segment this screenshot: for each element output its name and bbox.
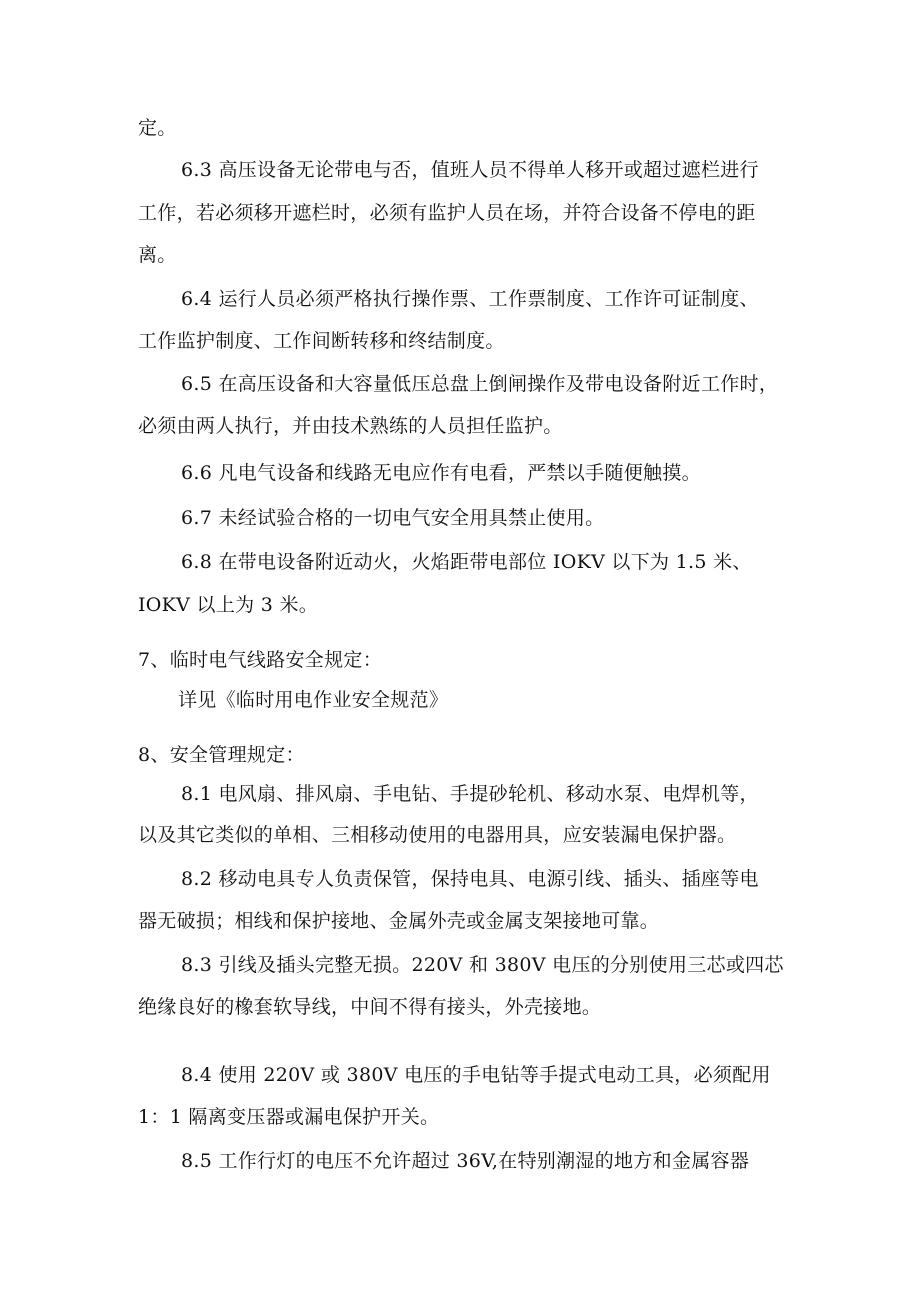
text-line: 8.3 引线及插头完整无损。220V 和 380V 电压的分别使用三芯或四芯 (181, 954, 784, 976)
text-line: 8.2 移动电具专人负责保管，保持电具、电源引线、插头、插座等电 (181, 868, 759, 890)
text-line: IOKV 以上为 3 米。 (138, 594, 319, 616)
text-line: 详见《临时用电作业安全规范》 (178, 689, 449, 711)
text-line: 8.5 工作行灯的电压不允许超过 36V,在特别潮湿的地方和金属容器 (181, 1150, 750, 1172)
text-line: 必须由两人执行，并由技术熟练的人员担任监护。 (138, 415, 563, 437)
text-line: 工作，若必须移开遮栏时，必须有监护人员在场，并符合设备不停电的距 (138, 202, 756, 224)
text-line: 定。 (138, 117, 177, 139)
text-line: 8.1 电风扇、排风扇、手电钻、手提砂轮机、移动水泵、电焊机等， (181, 783, 759, 805)
section-heading: 7、临时电气线路安全规定： (138, 649, 382, 671)
text-line: 离。 (138, 244, 177, 266)
text-line: 8.4 使用 220V 或 380V 电压的手电钻等手提式电动工具，必须配用 (181, 1064, 771, 1086)
text-line: 6.4 运行人员必须严格执行操作票、工作票制度、工作许可证制度、 (181, 288, 759, 310)
section-heading: 8、安全管理规定： (138, 744, 305, 766)
text-line: 器无破损；相线和保护接地、金属外壳或金属支架接地可靠。 (138, 910, 660, 932)
text-line: 以及其它类似的单相、三相移动使用的电器用具，应安装漏电保护器。 (138, 824, 737, 846)
text-line: 1：1 隔离变压器或漏电保护开关。 (138, 1106, 440, 1128)
text-line: 6.8 在带电设备附近动火，火焰距带电部位 IOKV 以下为 1.5 米、 (181, 551, 752, 573)
text-line: 6.6 凡电气设备和线路无电应作有电看，严禁以手随便触摸。 (181, 462, 701, 484)
text-line: 6.5 在高压设备和大容量低压总盘上倒闸操作及带电设备附近工作时， (181, 373, 779, 395)
text-line: 工作监护制度、工作间断转移和终结制度。 (138, 330, 505, 352)
text-line: 6.7 未经试验合格的一切电气安全用具禁止使用。 (181, 507, 605, 529)
text-line: 绝缘良好的橡套软导线，中间不得有接头，外壳接地。 (138, 996, 602, 1018)
text-line: 6.3 高压设备无论带电与否，值班人员不得单人移开或超过遮栏进行 (181, 159, 759, 181)
